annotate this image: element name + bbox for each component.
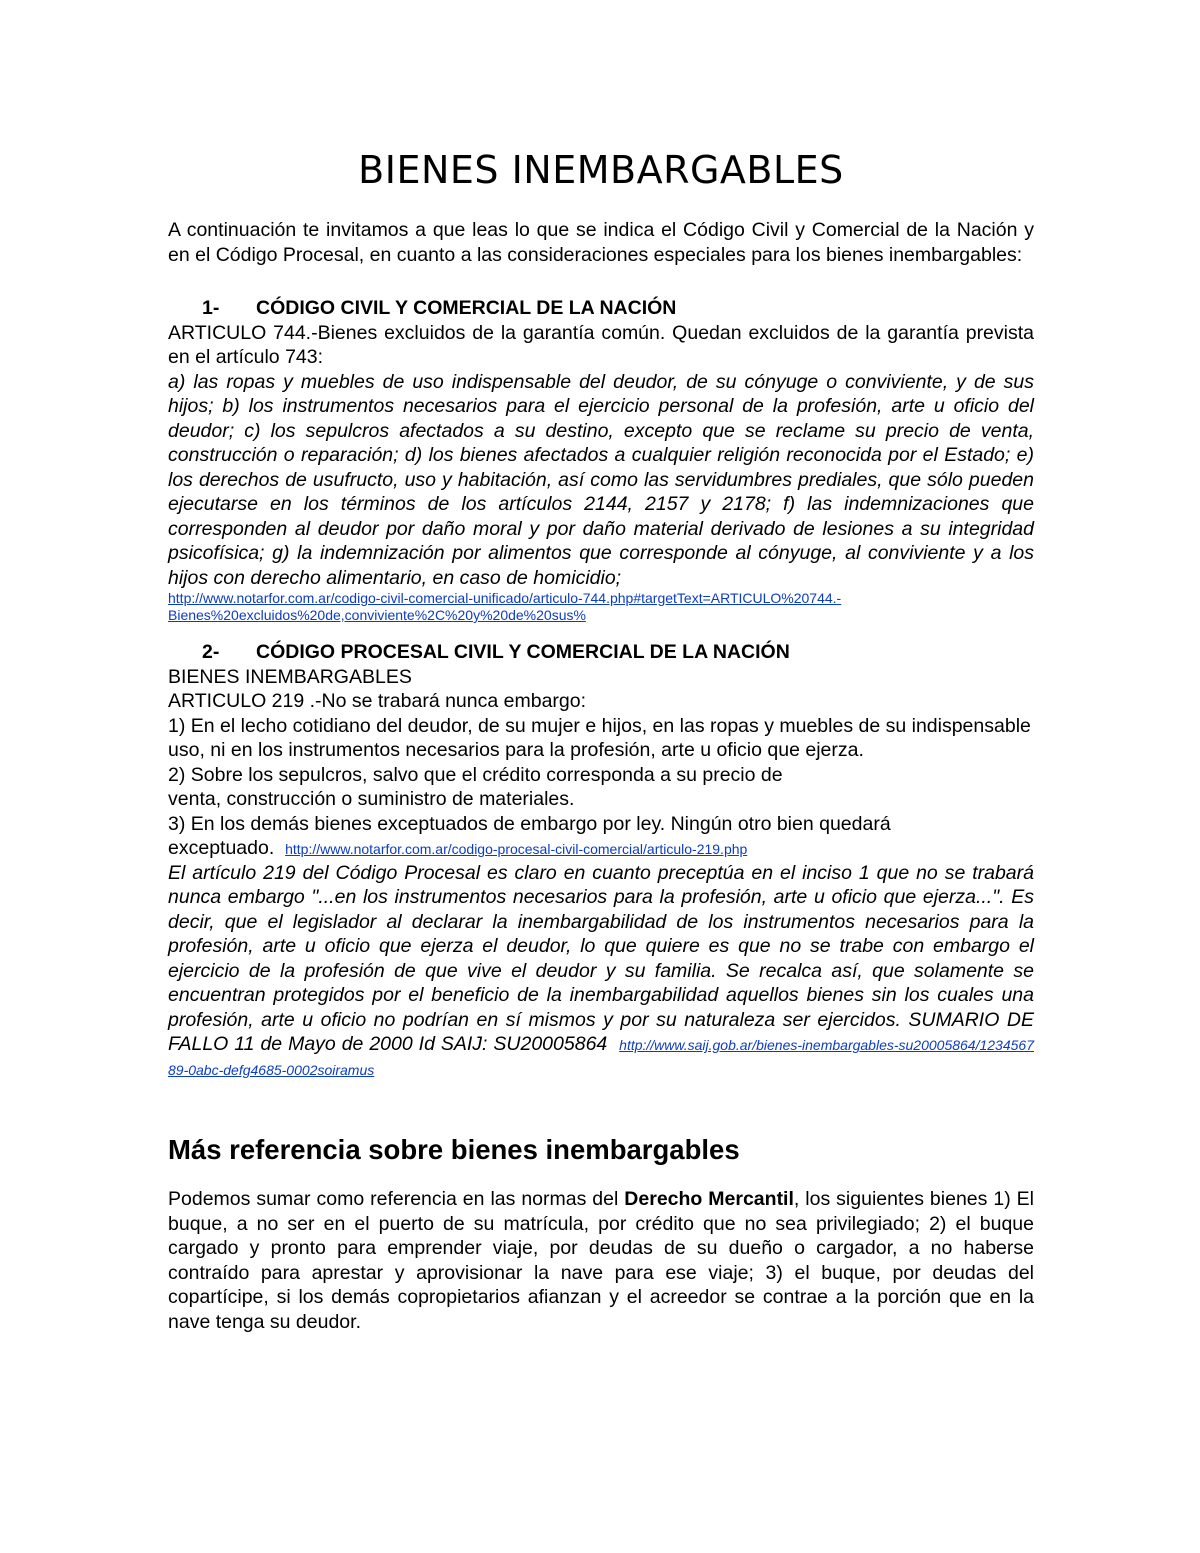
derecho-mercantil-bold: Derecho Mercantil (624, 1188, 794, 1210)
section-2-heading (168, 640, 1034, 665)
page-title: BIENES INEMBARGABLES (358, 148, 844, 192)
article-219-item-3 (168, 812, 1034, 861)
section-2-subheading: BIENES INEMBARGABLES (168, 665, 412, 688)
article-744-link-block (168, 590, 1034, 624)
saij-link[interactable]: http://www.saij.gob.ar/bienes-inembargables-su20005864/123456789-0abc-defg4685-0002soiramus (168, 1037, 1034, 1078)
section-3-heading: Más referencia sobre bienes inembargables (168, 1134, 740, 1165)
article-744-link-line-2[interactable]: Bienes%20excluidos%20de,conviviente%2C%20y%20de%20sus% (168, 607, 586, 623)
article-219-item-2b: venta, construcción o suministro de materiales. (168, 788, 575, 810)
derecho-mercantil-paragraph (168, 1187, 1034, 1334)
article-744-link-line-1[interactable]: http://www.notarfor.com.ar/codigo-civil-comercial-unificado/articulo-744.php#targetText=ARTICULO%20744.- (168, 590, 842, 606)
derecho-mercantil-text-before: Podemos sumar como referencia en las normas del (168, 1188, 625, 1210)
article-219-text: ARTICULO 219 .-No se trabará nunca embargo: (168, 690, 587, 712)
section-1-heading (168, 296, 1034, 321)
article-744-text: ARTICULO 744.-Bienes excluidos de la garantía común. Quedan excluidos de la garantía prevista en el artículo 743: (168, 321, 1034, 368)
article-219-commentary-text: El artículo 219 del Código Procesal es claro en cuanto preceptúa en el inciso 1 que no se trabará nunca embargo "...en los instrumentos necesarios para la profesión, arte u oficio que ejerza...". Es decir, que el legislador al declarar la inembargabilidad de los instrumentos necesarios para la profesión, arte u oficio que ejerza el deudor, lo que quiere es que no se trabe con embargo el ejercicio de la profesión de que vive el deudor y su familia. Se recalca así, que solamente se encuentran protegidos por el beneficio de la inembargabilidad aquellos bienes sin los cuales una profesión, arte u oficio no podrían en sí mismos y por su naturaleza ser ejercidos. SUMARIO DE FALLO 11 de Mayo de 2000 Id SAIJ: SU20005864 (168, 861, 1034, 1055)
article-219-item-2a: 2) Sobre los sepulcros, salvo que el crédito corresponda a su precio de (168, 763, 783, 786)
article-219-commentary (168, 861, 1034, 1082)
section-2-number: 2- (202, 641, 220, 663)
document-content (168, 148, 1034, 1334)
intro-paragraph: A continuación te invitamos a que leas lo que se indica el Código Civil y Comercial de la Nación y en el Código Procesal, en cuanto a las consideraciones especiales para los bienes inembargables: (168, 219, 1034, 266)
section-2-heading-text: CÓDIGO PROCESAL CIVIL Y COMERCIAL DE LA NACIÓN (256, 641, 790, 663)
section-1-heading-text: CÓDIGO CIVIL Y COMERCIAL DE LA NACIÓN (256, 297, 677, 319)
article-744-items: a) las ropas y muebles de uso indispensable del deudor, de su cónyuge o conviviente, y de sus hijos; b) los instrumentos necesarios para el ejercicio personal de la profesión, arte u oficio del deudor; c) los sepulcros afectados a su destino, excepto que se reclame su precio de venta, construcción o reparación; d) los bienes afectados a cualquier religión reconocida por el Estado; e) los derechos de usufructo, uso y habitación, así como las servidumbres prediales, que sólo pueden ejecutarse en los términos de los artículos 2144, 2157 y 2178; f) las indemnizaciones que corresponden al deudor por daño moral y por daño material derivado de lesiones a su integridad psicofísica; g) la indemnización por alimentos que corresponde al cónyuge, al conviviente y a los hijos con derecho alimentario, en caso de homicidio; (168, 370, 1034, 589)
article-219-link[interactable]: http://www.notarfor.com.ar/codigo-procesal-civil-comercial/articulo-219.php (285, 841, 748, 857)
section-1-number: 1- (202, 297, 220, 319)
derecho-mercantil-text-after: , los siguientes bienes 1) El buque, a no ser en el puerto de su matrícula, por crédito que no sea privilegiado; 2) el buque cargado y pronto para emprender viaje, por deudas de su dueño o cargador, a no haberse contraído para aprestar y aprovisionar la nave para ese viaje; 3) el buque, por deudas del copartícipe, si los demás copropietarios afianzan y el acreedor se contrae a la porción que en la nave tenga su deudor. (168, 1188, 1034, 1333)
article-219-item-1: 1) En el lecho cotidiano del deudor, de su mujer e hijos, en las ropas y muebles de su indispensable uso, ni en los instrumentos necesarios para la profesión, arte u oficio que ejerza. (168, 714, 1031, 761)
article-219-item-3-text: 3) En los demás bienes exceptuados de embargo por ley. Ningún otro bien quedará exceptuado. (168, 812, 891, 859)
